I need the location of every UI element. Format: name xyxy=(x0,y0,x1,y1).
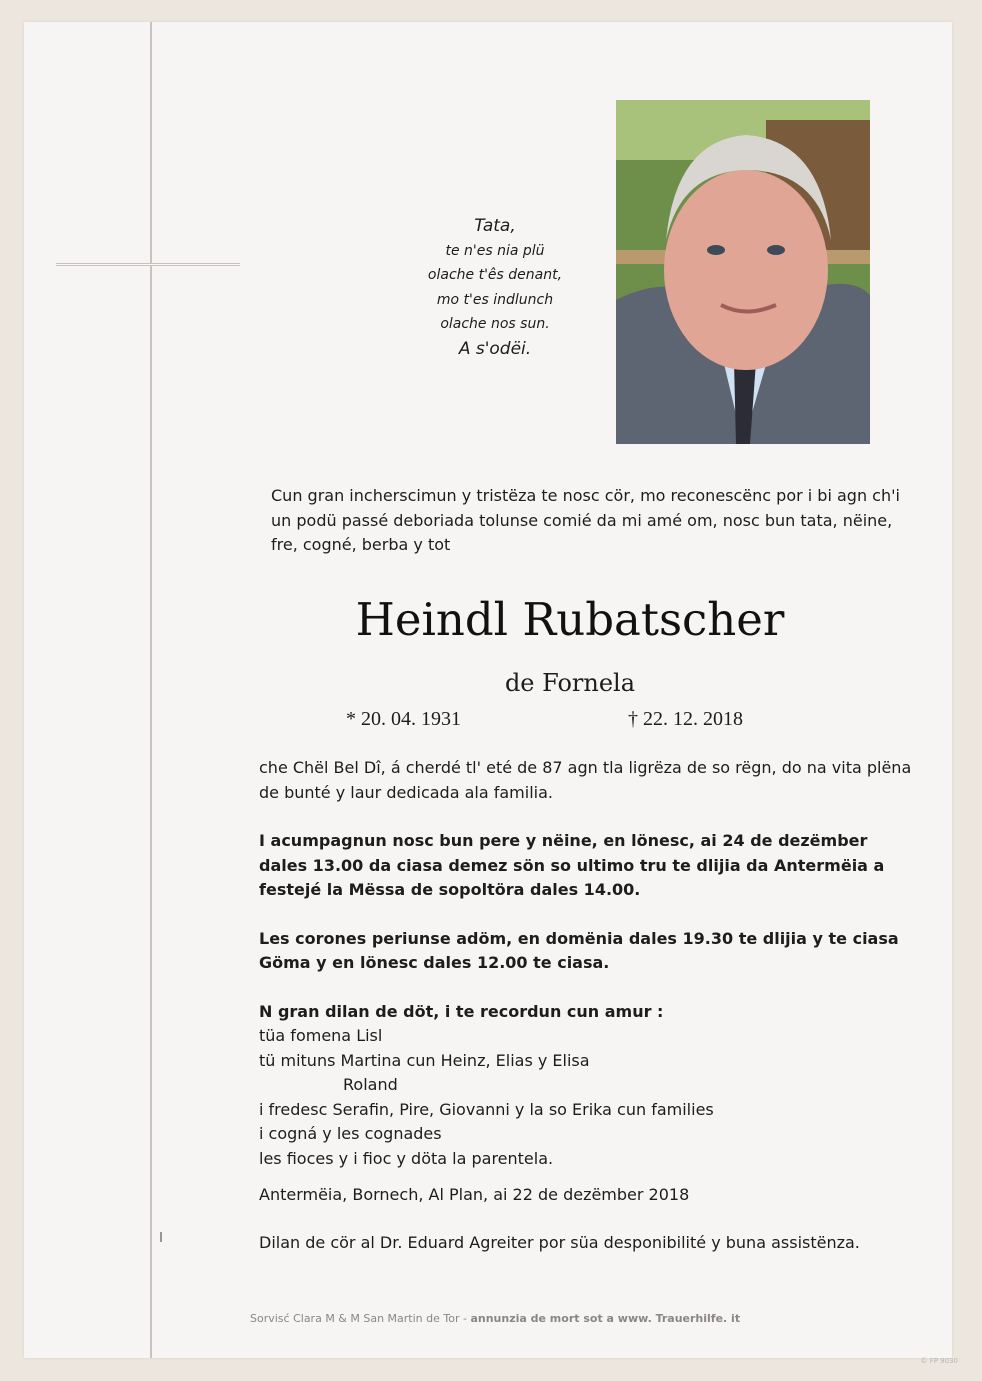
poem-line: olache nos sun. xyxy=(440,316,550,332)
deceased-name: Heindl Rubatscher xyxy=(355,593,785,646)
footer-separator: - xyxy=(459,1312,471,1325)
mourner-line: tü mituns Martina cun Heinz, Elias y Elisa xyxy=(259,1050,590,1070)
deceased-byname: de Fornela xyxy=(504,669,636,697)
thanks-line: Dilan de cör al Dr. Eduard Agreiter por süa desponibilité y buna assistënza. xyxy=(259,1232,860,1252)
footer-notice: annunzia de mort sot a www. Trauerhilfe. it xyxy=(470,1312,741,1325)
intro-text: Cun gran incherscimun y tristëza te nosc cör, mo reconescënc por i bi agn ch'i un podü passé deboriada tolunse comié da mi amé om, nosc bun tata, nëine, fre, cogné, berba y tot xyxy=(271,486,900,554)
birth-date: * 20. 04. 1931 xyxy=(346,708,461,730)
mourners-heading: N gran dilan de döt, i te recordun cun amur : xyxy=(259,1001,664,1021)
corner-code: © FP 9030 xyxy=(920,1357,958,1365)
footer-service: Sorvisć Clara M & M San Martin de Tor xyxy=(250,1312,460,1325)
rosary-paragraph: Les corones periunse adöm, en domënia dales 19.30 te dlijia y te ciasa Göma y en lönesc dales 12.00 te ciasa. xyxy=(259,928,899,972)
mourner-line: Roland xyxy=(343,1075,398,1094)
poem-last-line: A s'odëi. xyxy=(458,338,532,359)
funeral-paragraph: I acumpagnun nosc bun pere y nëine, en lönesc, ai 24 de dezëmber dales 13.00 da ciasa demez sön so ultimo tru te dlijia da Antermëia a festejé la Mëssa de sopoltöra dales 14.00. xyxy=(259,831,885,899)
memorial-poem xyxy=(340,214,650,361)
portrait-photo xyxy=(616,100,870,444)
poem-first-line: Tata, xyxy=(474,216,516,236)
mourner-line: i fredesc Serafin, Pire, Giovanni y la so Erika cun families xyxy=(259,1099,714,1119)
mourner-line: les fioces y i fioc y döta la parentela. xyxy=(259,1148,554,1168)
death-date: † 22. 12. 2018 xyxy=(628,708,743,730)
poem-line: te n'es nia plü xyxy=(445,242,545,259)
mourner-line: tüa fomena Lisl xyxy=(259,1026,383,1045)
place-date: Antermëia, Bornech, Al Plan, ai 22 de dezëmber 2018 xyxy=(259,1185,690,1204)
margin-mark xyxy=(160,1232,162,1242)
life-paragraph: che Chël Bel Dî, á cherdé tl' eté de 87 agn tla ligrëza de so rëgn, do na vita plëna de bunté y laur dedicada ala familia. xyxy=(259,758,912,802)
poem-line: mo t'es indlunch xyxy=(436,291,554,308)
notice-body xyxy=(259,756,919,1255)
cross-vertical-bar xyxy=(150,22,152,1358)
mourner-line: i cogná y les cognades xyxy=(259,1124,442,1143)
cross-horizontal-bar xyxy=(56,263,240,266)
poem-line: olache t'ês denant, xyxy=(427,267,563,283)
footer xyxy=(250,1312,810,1325)
